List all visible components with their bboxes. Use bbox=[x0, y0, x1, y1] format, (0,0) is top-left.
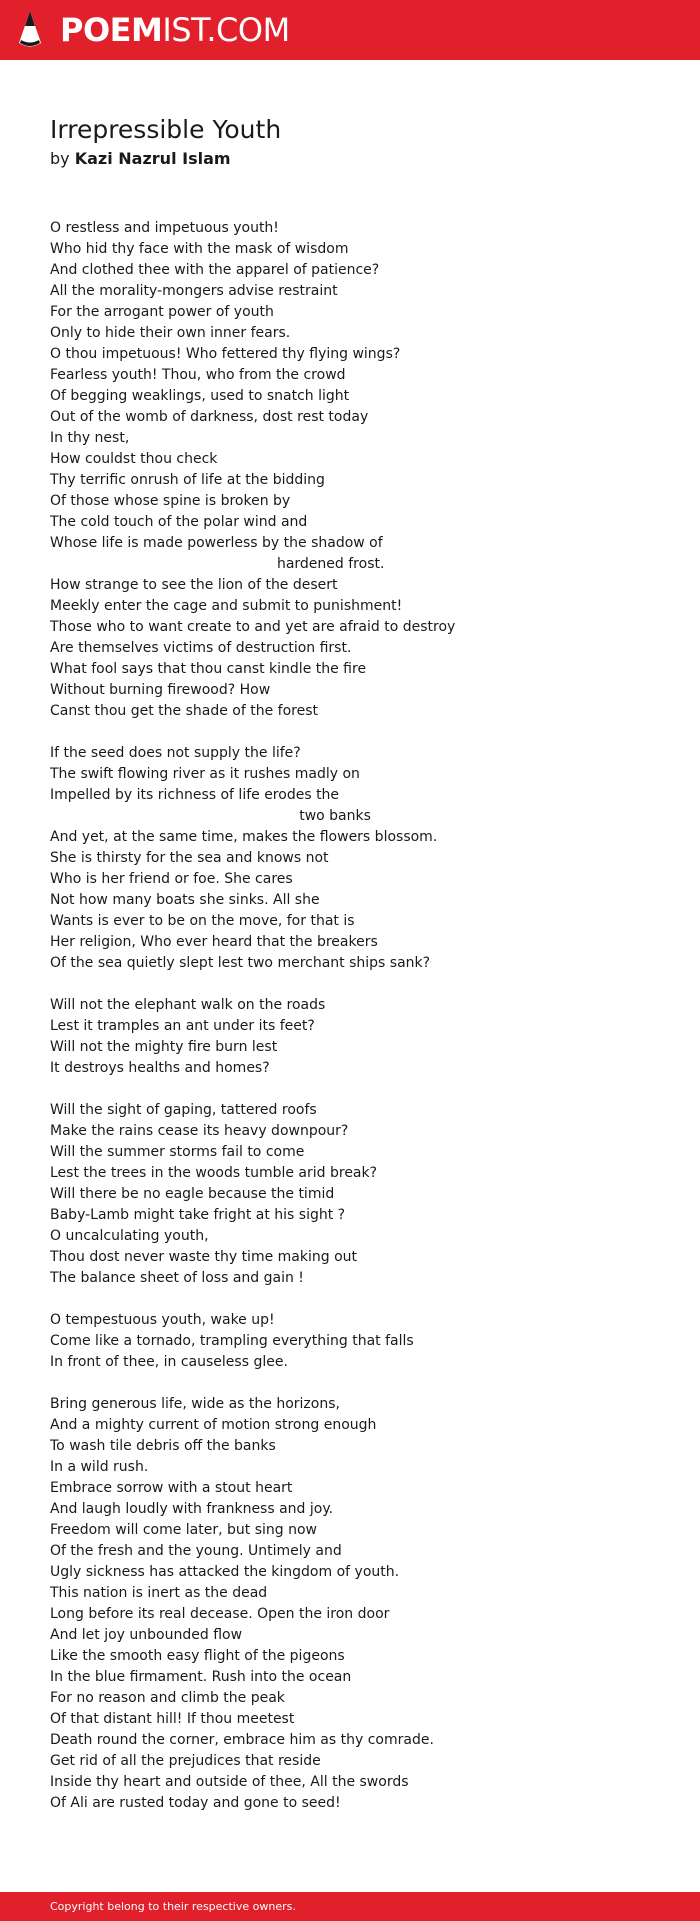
poem-line: Of begging weaklings, used to snatch light bbox=[50, 388, 350, 404]
poem-line: The cold touch of the polar wind and bbox=[50, 514, 308, 530]
poem-line: All the morality-mongers advise restraint bbox=[50, 283, 338, 299]
stanza-break bbox=[50, 1373, 650, 1394]
poem-line: Thy terrific onrush of life at the bidding bbox=[50, 472, 325, 488]
poem-line: Of the fresh and the young. Untimely and bbox=[50, 1543, 342, 1559]
poem-line: The balance sheet of loss and gain ! bbox=[50, 1270, 304, 1286]
poem-body bbox=[50, 218, 650, 1814]
logo-text-light: IST.COM bbox=[162, 11, 290, 49]
poem-line: Ugly sickness has attacked the kingdom of youth. bbox=[50, 1564, 400, 1580]
poem-line: Only to hide their own inner fears. bbox=[50, 325, 291, 341]
poem-line: Will the summer storms fail to come bbox=[50, 1144, 305, 1160]
poem-line: Freedom will come later, but sing now bbox=[50, 1522, 317, 1538]
poem-line: Wants is ever to be on the move, for that is bbox=[50, 913, 355, 929]
poem-line: Will there be no eagle because the timid bbox=[50, 1186, 335, 1202]
poem-title: Irrepressible Youth bbox=[50, 115, 282, 144]
poem-line: Fearless youth! Thou, who from the crowd bbox=[50, 367, 346, 383]
poem-line: What fool says that thou canst kindle the fire bbox=[50, 661, 367, 677]
poem-line: Her religion, Who ever heard that the breakers bbox=[50, 934, 378, 950]
poem-line: The swift flowing river as it rushes madly on bbox=[50, 766, 360, 782]
poem-line: Of that distant hill! If thou meetest bbox=[50, 1711, 295, 1727]
poem-line: O restless and impetuous youth! bbox=[50, 220, 279, 236]
poem-line: Of Ali are rusted today and gone to seed! bbox=[50, 1795, 341, 1811]
site-footer bbox=[0, 1892, 700, 1921]
poem-line: O thou impetuous! Who fettered thy flying wings? bbox=[50, 346, 401, 362]
poem-line: Impelled by its richness of life erodes the bbox=[50, 787, 340, 803]
poem-line: How couldst thou check bbox=[50, 451, 218, 467]
poem-line: In a wild rush. bbox=[50, 1459, 149, 1475]
poem-line: For the arrogant power of youth bbox=[50, 304, 274, 320]
poem-line: If the seed does not supply the life? bbox=[50, 745, 301, 761]
poem-line: Whose life is made powerless by the shadow of bbox=[50, 535, 383, 551]
poem-line: Who hid thy face with the mask of wisdom bbox=[50, 241, 349, 257]
poem-line: Not how many boats she sinks. All she bbox=[50, 892, 320, 908]
poem-line: Will not the mighty fire burn lest bbox=[50, 1039, 278, 1055]
site-logo[interactable] bbox=[60, 11, 290, 49]
poem-line: Come like a tornado, trampling everything that falls bbox=[50, 1333, 414, 1349]
poem-line: Meekly enter the cage and submit to punishment! bbox=[50, 598, 403, 614]
poem-line: Long before its real decease. Open the iron door bbox=[50, 1606, 390, 1622]
author-name[interactable]: Kazi Nazrul Islam bbox=[74, 149, 231, 168]
poem-line: Baby-Lamb might take fright at his sight ? bbox=[50, 1207, 346, 1223]
poem-line: Of the sea quietly slept lest two merchant ships sank? bbox=[50, 955, 431, 971]
poem-line: Make the rains cease its heavy downpour? bbox=[50, 1123, 349, 1139]
poem-line: Of those whose spine is broken by bbox=[50, 493, 291, 509]
pen-nib-icon[interactable] bbox=[18, 10, 42, 50]
site-header bbox=[0, 0, 700, 60]
poem-line: Those who to want create to and yet are afraid to destroy bbox=[50, 619, 456, 635]
stanza-break bbox=[50, 722, 650, 743]
poem-line: Lest the trees in the woods tumble arid break? bbox=[50, 1165, 378, 1181]
poem-line: Out of the womb of darkness, dost rest today bbox=[50, 409, 369, 425]
poem-line: Who is her friend or foe. She cares bbox=[50, 871, 293, 887]
poem-line: Like the smooth easy flight of the pigeons bbox=[50, 1648, 345, 1664]
poem-line: Embrace sorrow with a stout heart bbox=[50, 1480, 293, 1496]
poem-line: In front of thee, in causeless glee. bbox=[50, 1354, 288, 1370]
poem-line: Death round the corner, embrace him as thy comrade. bbox=[50, 1732, 434, 1748]
poem-line: Are themselves victims of destruction first. bbox=[50, 640, 352, 656]
poem-line: Lest it tramples an ant under its feet? bbox=[50, 1018, 315, 1034]
poem-line: She is thirsty for the sea and knows not bbox=[50, 850, 329, 866]
poem-line: And yet, at the same time, makes the flowers blossom. bbox=[50, 829, 438, 845]
poem-line: And let joy unbounded flow bbox=[50, 1627, 243, 1643]
poem-line: O uncalculating youth, bbox=[50, 1228, 209, 1244]
logo-text-strong: POEM bbox=[60, 11, 163, 49]
poem-line: For no reason and climb the peak bbox=[50, 1690, 285, 1706]
poem-line: Will the sight of gaping, tattered roofs bbox=[50, 1102, 317, 1118]
stanza-break bbox=[50, 1079, 650, 1100]
poem-line: To wash tile debris off the banks bbox=[50, 1438, 276, 1454]
poem-line: And a mighty current of motion strong enough bbox=[50, 1417, 377, 1433]
poem-line: two banks bbox=[50, 808, 371, 824]
poem-line: It destroys healths and homes? bbox=[50, 1060, 270, 1076]
poem-line: Thou dost never waste thy time making out bbox=[50, 1249, 357, 1265]
poem-line: Inside thy heart and outside of thee, All the swords bbox=[50, 1774, 409, 1790]
copyright-text: Copyright belong to their respective owners. bbox=[50, 1900, 296, 1913]
poem-line: Will not the elephant walk on the roads bbox=[50, 997, 326, 1013]
poem-line: Canst thou get the shade of the forest bbox=[50, 703, 318, 719]
by-label: by bbox=[50, 149, 70, 168]
stanza-break bbox=[50, 1289, 650, 1310]
poem-line: This nation is inert as the dead bbox=[50, 1585, 268, 1601]
poem-line: In thy nest, bbox=[50, 430, 130, 446]
poem-line: hardened frost. bbox=[50, 556, 385, 572]
poem-line: How strange to see the lion of the desert bbox=[50, 577, 338, 593]
poem-line: Bring generous life, wide as the horizons, bbox=[50, 1396, 340, 1412]
poem-line: O tempestuous youth, wake up! bbox=[50, 1312, 275, 1328]
poem-line: Without burning firewood? How bbox=[50, 682, 271, 698]
byline bbox=[50, 148, 231, 170]
poem-line: In the blue firmament. Rush into the ocean bbox=[50, 1669, 352, 1685]
poem-line: And clothed thee with the apparel of patience? bbox=[50, 262, 380, 278]
poem-line: Get rid of all the prejudices that reside bbox=[50, 1753, 321, 1769]
poem-line: And laugh loudly with frankness and joy. bbox=[50, 1501, 334, 1517]
stanza-break bbox=[50, 974, 650, 995]
